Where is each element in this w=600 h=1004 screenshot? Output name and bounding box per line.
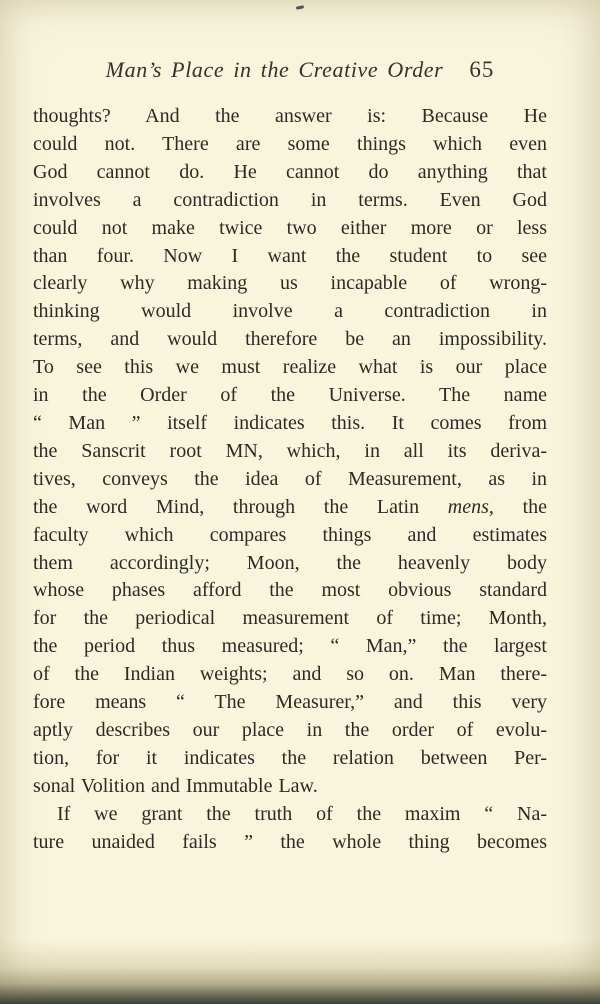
text-line: of the Indian weights; and so on. Man there- [33,663,547,686]
text-line: could not. There are some things which even [33,132,547,155]
text-line: sonal Volition and Immutable Law. [33,774,318,797]
text-line: the period thus measured; “ Man,” the largest [33,635,547,658]
running-title: Man’s Place in the Creative Order [105,57,444,82]
italic-term: mens, [447,495,494,518]
paragraph [33,103,547,801]
text-line: ture unaided fails ” the whole thing becomes [33,830,547,853]
text-line: “ Man ” itself indicates this. It comes from [33,411,547,434]
paragraph [33,801,547,857]
scan-speck [296,5,304,10]
page-number: 65 [469,57,495,82]
text-line: than four. Now I want the student to see [33,244,547,267]
text-line: aptly describes our place in the order of evolu- [33,718,547,741]
text-line: them accordingly; Moon, the heavenly body [33,551,547,574]
text-line: thoughts? And the answer is: Because He [33,105,547,127]
text-line: for the periodical measurement of time; Month, [33,607,547,630]
text-line: terms, and would therefore be an impossibility. [33,328,547,351]
text-line: tion, for it indicates the relation between Per- [33,746,547,769]
text-line: faculty which compares things and estimates [33,523,547,546]
scan-shadow-bottom [0,940,600,1004]
text-line: the Sanscrit root MN, which, in all its deriva- [33,439,547,462]
running-header [0,57,600,83]
text-line: fore means “ The Measurer,” and this very [33,691,547,714]
text-line: whose phases afford the most obvious standard [33,579,547,602]
text-line: If we grant the truth of the maxim “ Na- [57,802,547,825]
text-line: the word Mind, through the Latin mens, the [33,495,547,518]
text-line: God cannot do. He cannot do anything that [33,160,547,183]
text-line: clearly why making us incapable of wrong- [33,272,547,295]
text-line: tives, conveys the idea of Measurement, as in [33,467,547,490]
text-line: involves a contradiction in terms. Even God [33,188,547,211]
text-line: could not make twice two either more or less [33,216,547,239]
text-line: in the Order of the Universe. The name [33,384,547,407]
page-body-text [33,103,547,856]
text-line: thinking would involve a contradiction in [33,300,547,323]
text-line: To see this we must realize what is our place [33,356,547,379]
